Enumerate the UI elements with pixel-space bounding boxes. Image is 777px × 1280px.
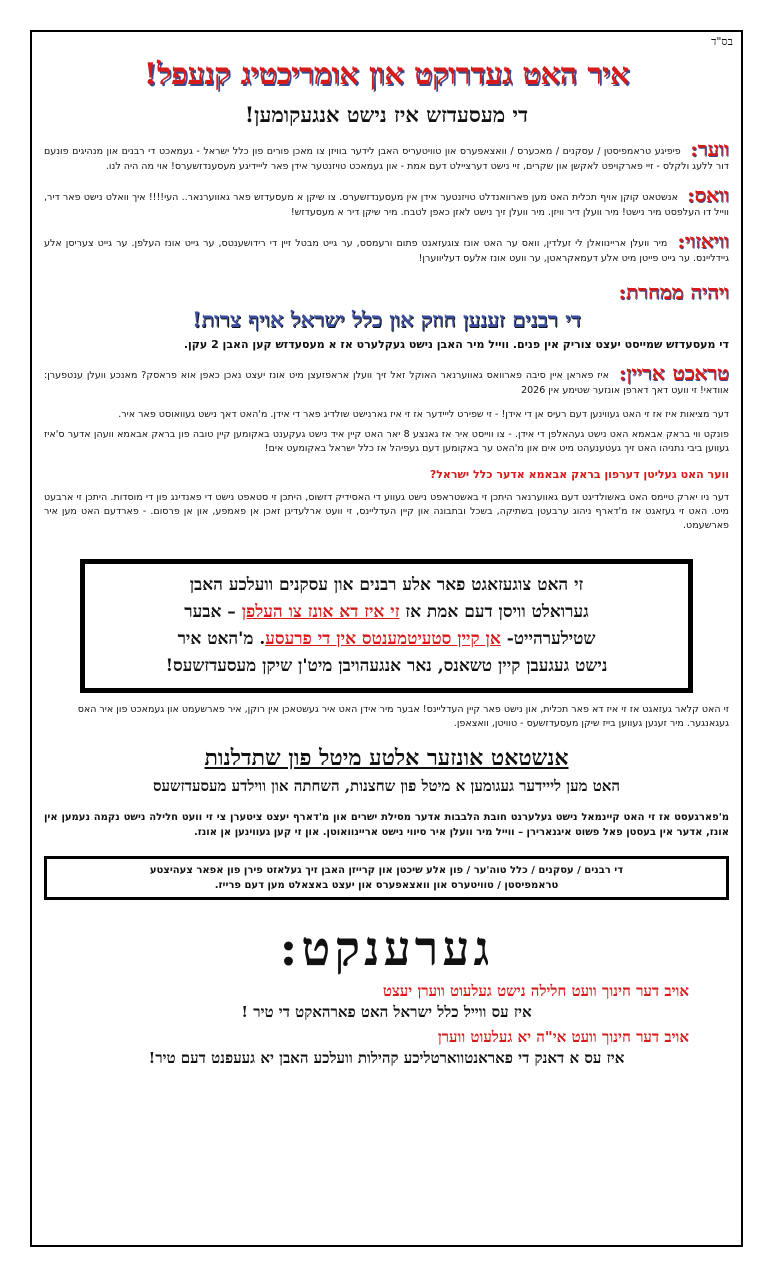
- rabonim-box: [44, 856, 729, 900]
- box-line-3-highlight: אן קיין סטעיטמענטס אין די פרעסע: [265, 629, 501, 649]
- rabonim-headline: די רבנים זענען חוזק און כלל ישראל אויף צרות!: [192, 307, 581, 332]
- section-what-label: וואס:: [687, 183, 729, 207]
- gedenkt-heading: גערענקט:: [279, 921, 494, 977]
- section-how-text: מיר וועלן אריינוואלן לי זעלדין, וואס ער האט אונז צוגעזאגט פתום ורעמסס, ער גייט מבטל זיין די רידושענטס, ער גייט אונז העלפן. ער גייט צעריסן אלע גיידליינס. ער גייט פייטן מיט אלע דעמאקראטן, ער וועט אונז אלעס דעליווערן!: [44, 238, 729, 264]
- paragraph-reality: דער מציאות איז אז זי האט געווינען דעם רעיס אן די אידן! - זי שפירט לייידער אז זי איז גארנישט שולדיג פאר די אידן. מ'האט דאך נישט געוואוסט פאר איר.: [118, 409, 729, 420]
- closing-black-1: איז עס ווייל כלל ישראל האט פארהאקט די טיר !: [241, 1003, 532, 1021]
- subtitle: די מעסעדזש איז נישט אנגעקומען!: [244, 102, 529, 127]
- rabonim-box-line-1: די רבנים / עסקנים / כלל טוה'ער / פון אלע שיכטן און קרייזן האבן זיך געלאזט פירן פון אפאר צעהיצטע: [149, 865, 624, 876]
- section-think: [44, 361, 729, 398]
- section-what-text: אנשטאט קוקן אויף תכלית האט מען פארוואנדלט טויזנטער אידן אין מעסענדזשערס. צו שיקן א מעסעדזש פאר גאווערנאר.. העי!!!! איך וואלט נישט פאר דיר, ווייל דו העלפסט מיר נישט! מיר וועלן דיר וויזן. מיר וועלן זיך נישט לאזן כאפן לטבח. מיר שיקן דיר א מעסעדזש!: [44, 192, 729, 218]
- closing-red-1: אויב דער חינוך וועט חלילה נישט געלעוט ווערן יעצט: [382, 982, 689, 1000]
- box-line-3-start: שטילערהייט-: [506, 629, 596, 649]
- section-think-text: איז פאראן איין סיבה פארוואס גאווערנאר האוקל זאל זיך וועלן אראפזעצן מיט אונז יעצט נאכן כאפן אוא פראסק? מאנכע וועלן ענטפערן: אוודאי! זי וועט דאך דארפן אונזער שטימע אין 2026: [44, 370, 729, 396]
- rabonim-box-line-2: טראמפיסטן / טוויטערס און וואצאפערס און יעצט באצאלט מען דעם פרייז.: [214, 880, 559, 891]
- section-how-label: וויאזוי:: [677, 229, 729, 253]
- paragraph-post-box: זי האט קלאר געזאגט אז זי איז דא פאר תכלית, און נישט פאר קיין העדליינס! אבער מיר אידן האט איר געשטאכן אין רוקן, איר פארשעמט און געמאכט פון איר האס געגאנגער. מיר זענען געווען בייז שיקן מעסעדזשעס - טוויטן, וואצאפן.: [77, 704, 729, 729]
- paragraph-nyt: דער ניו יארק טיימס האט באשולדיגט דעם גאווערנאר היתכן זי באשטראפט נישט געווע די האסידיק דזשוס, היתכן זי סטאפט נישט די פאנדינג פון די מוסדות. היתכן זי ארבעט מיט. האט זי געזאגט אז מ'דארף ניהוג ערבעטן בשתיקה, בשכל ובתבונה און קיין העדליינס, זי וועט ארלעדיגן זאכן אן פאמפע, און אן פרסום. - פארדעם האט מען איר פארשעמט.: [44, 492, 729, 531]
- bsd-mark: בס"ד: [711, 35, 733, 48]
- paragraph-forget: מ'פארגעסט אז זי האט קיינמאל נישט געלערנט חובת הלבבות אדער מסילת ישרים און מ'דארף יעצט ציטערן צי זי וועט חלילה נישט נקמה נעמען אין אונז, אדער אין בעסטן פאל פשוט איגנארירן – ווייל מיר וועלן איר סיווי נישט אריינוואוטן. און זי קען געווינען אן אונז.: [44, 812, 729, 838]
- section-what: [44, 183, 729, 220]
- closing-red-2: אויב דער חינוך וועט אי"ה יא געלעוט ווערן: [437, 1028, 689, 1046]
- section-who-label: ווער:: [690, 137, 729, 161]
- box-line-3: [95, 626, 678, 653]
- box-line-2-end: – אבער: [184, 602, 236, 622]
- highlight-box: [80, 559, 693, 693]
- box-line-3-end: . מ'האט איר: [177, 629, 266, 649]
- box-line-2-highlight: זי איז דא אונז צו העלפן: [241, 602, 400, 622]
- shtadlonus-heading: אנשטאט אונזער אלטע מיטל פון שתדלנות: [204, 745, 569, 771]
- main-title: איר האט געדרוקט און אומריכטיג קנעפל!: [143, 57, 630, 92]
- section-who: [44, 137, 729, 174]
- document-body: [32, 32, 741, 1245]
- paragraph-obama: פונקט ווי בראק אבאמא האט נישט געהאלפן די אידן. - צו ווייסט איר אז גאנצע 8 יאר האט קיין איד נישט געקענט באקומען קיין טובה פון בראק אבאמא וועהן אדער ס'איז געווען ביבי נתניהו האט זיך געטענעהט מיט אים און מ'האט ער באקומען דעם געפיהל אז כלל ישראל באקומעט אים!: [44, 429, 729, 454]
- closing-black-2: איז עס א דאנק די פאראנטווארטליכע קהילות וועלכע האבן יא געעפנט דעם טיר!: [148, 1049, 625, 1067]
- section-who-text: פיפיגע טראמפיסטן / עסקנים / מאכערס / וואצאפערס און טוויטעריס האבן לידער בוויזן צו מאכן פורים פון כלל ישראל - געמאכט די רבנים און מנהיגים פונעם דור ללעג ולקלס - זיי פארקויפט לאקשן און שקרים, זיי נישט דערציילט דעם אמת - און געמאכט טויזנטער אידן פאר לייידיגע מעסענדזשערס! אוי מה היה לנו.: [44, 146, 729, 172]
- section-think-label: טראכט אריין:: [618, 361, 729, 385]
- box-line-4: נישט געגעבן קיין טשאנס, נאר אנגעהויבן מיט'ן שיקן מעסעדזשעס!: [165, 656, 608, 676]
- box-line-2: [95, 599, 678, 626]
- red-question: ווער האט געליטן דערפון בראק אבאמא אדער כלל ישראל?: [429, 468, 729, 481]
- document-frame: [30, 30, 743, 1247]
- vayehi-heading: ויהיה ממחרת:: [618, 280, 729, 304]
- box-line-2-start: גערואלט וויסן דעם אמת אז: [405, 602, 589, 622]
- rabonim-body: די מעסעדזש שמייסט יעצט צוריק אין פנים. ווייל מיר האבן נישט געקלערט אז א מעסעדזש קען האבן 2 עקן.: [183, 338, 729, 351]
- section-how: [44, 229, 729, 266]
- shtadlonus-subheading: האט מען לייידער געגומען א מיטל פון שחצנות, השחתה און ווילדע מעסעדזשעס: [152, 777, 621, 795]
- box-line-1: זי האט צוגעזאגט פאר אלע רבנים און עסקנים וועלכע האבן: [189, 575, 584, 595]
